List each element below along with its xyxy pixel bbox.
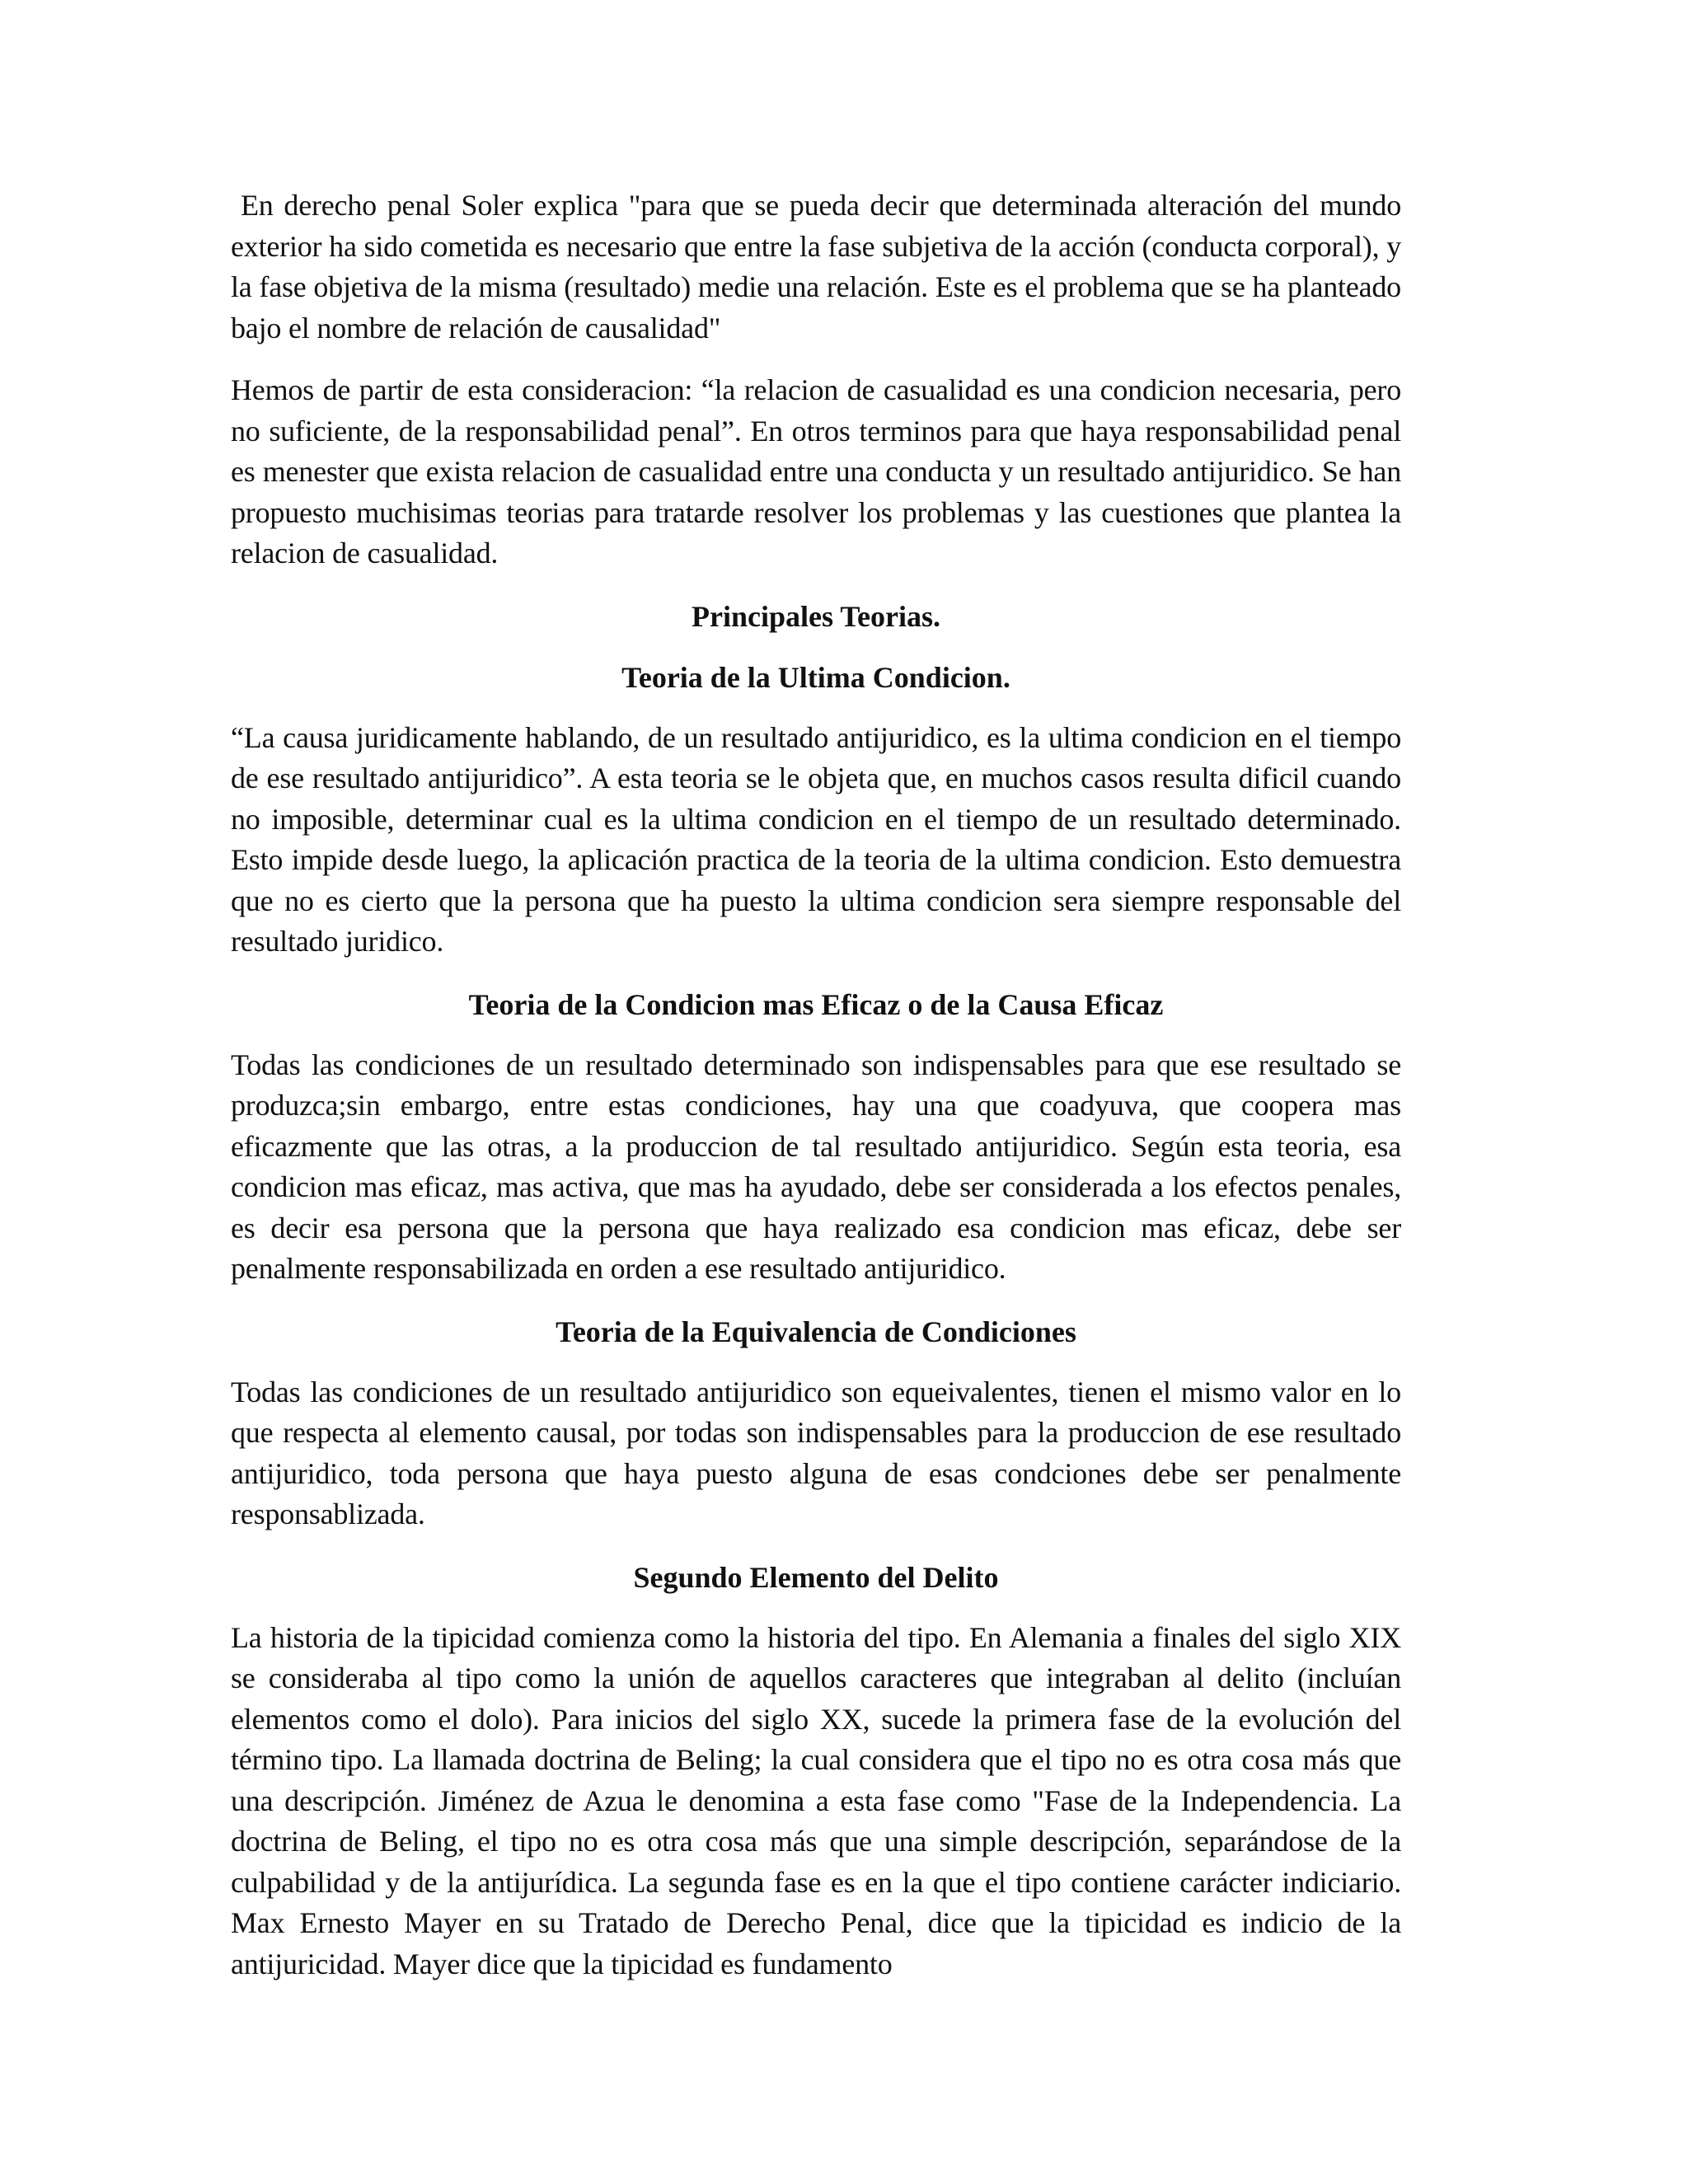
heading-segundo-elemento: Segundo Elemento del Delito — [633, 1560, 999, 1594]
paragraph-causalidad-soler: En derecho penal Soler explica "para que se pueda decir que determinada alteración del mundo exterior ha sido cometida es necesario que entre la fase subjetiva de la acción (conducta corporal), y la fase objetiva de la misma (resultado) medie una relación. Este es el problema que se ha planteado bajo el nombre de relación de causalidad" — [231, 189, 1401, 344]
heading-principales-teorias: Principales Teorias. — [691, 599, 940, 633]
paragraph-tipicidad: La historia de la tipicidad comienza como la historia del tipo. En Alemania a finales del siglo XIX se consideraba al tipo como la unión de aquellos caracteres que integraban al delito (incluían elementos como el dolo). Para inicios del siglo XX, sucede la primera fase de la evolución del término tipo. La llamada doctrina de Beling; la cual considera que el tipo no es otra cosa más que una descripción. Jiménez de Azua le denomina a esta fase como "Fase de la Independencia. La doctrina de Beling, el tipo no es otra cosa más que una simple descripción, separándose de la culpabilidad y de la antijurídica. La segunda fase es en la que el tipo contiene carácter indiciario. Max Ernesto Mayer en su Tratado de Derecho Penal, dice que la tipicidad es indicio de la antijuricidad. Mayer dice que la tipicidad es fundamento — [231, 1620, 1401, 1980]
heading-causa-eficaz: Teoria de la Condicion mas Eficaz o de la Causa Eficaz — [468, 987, 1164, 1021]
paragraph-causa-eficaz: Todas las condiciones de un resultado determinado son indispensables para que ese resultado se produzca;sin embargo, entre estas condiciones, hay una que coadyuva, que coopera mas eficazmente que las otras, a la produccion de tal resultado antijuridico. Según esta teoria, esa condicion mas eficaz, mas activa, que mas ha ayudado, debe ser considerada a los efectos penales, es decir esa persona que la persona que haya realizado esa condicion mas eficaz, debe ser penalmente responsabilizada en orden a ese resultado antijuridico. — [231, 1047, 1401, 1285]
document-page — [231, 185, 1401, 2006]
heading-ultima-condicion: Teoria de la Ultima Condicion. — [621, 660, 1010, 694]
heading-equivalencia-condiciones: Teoria de la Equivalencia de Condiciones — [556, 1315, 1076, 1348]
paragraph-relacion-casualidad: Hemos de partir de esta consideracion: “la relacion de casualidad es una condicion necesaria, pero no suficiente, de la responsabilidad penal”. En otros terminos para que haya responsabilidad penal es menester que exista relacion de casualidad entre una conducta y un resultado antijuridico. Se han propuesto muchisimas teorias para tratarde resolver los problemas y las cuestiones que plantea la relacion de casualidad. — [231, 373, 1401, 569]
paragraph-ultima-condicion: “La causa juridicamente hablando, de un resultado antijuridico, es la ultima condicion en el tiempo de ese resultado antijuridico”. A esta teoria se le objeta que, en muchos casos resulta dificil cuando no imposible, determinar cual es la ultima condicion en el tiempo de un resultado determinado. Esto impide desde luego, la aplicación practica de la teoria de la ultima condicion. Esto demuestra que no es cierto que la persona que ha puesto la ultima condicion sera siempre responsable del resultado juridico. — [231, 720, 1401, 958]
paragraph-equivalencia-condiciones: Todas las condiciones de un resultado antijuridico son equeivalentes, tienen el mismo valor en lo que respecta al elemento causal, por todas son indispensables para la produccion de ese resultado antijuridico, toda persona que haya puesto alguna de esas condciones debe ser penalmente responsablizada. — [231, 1375, 1401, 1530]
